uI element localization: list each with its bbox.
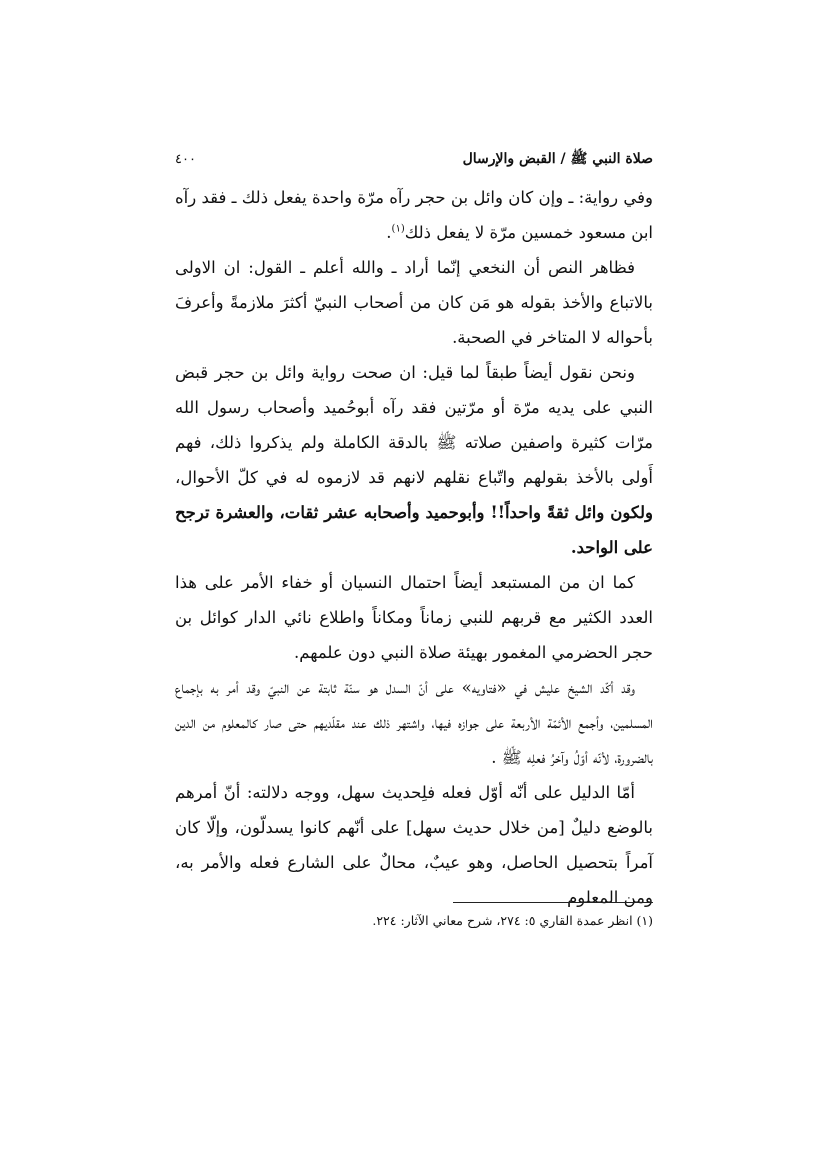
page-number: ٤٠٠ — [175, 152, 196, 167]
paragraph-text: ونحن نقول أيضاً طبقاً لما قيل: ان صحت رواية وائل بن حجر قبض النبي على يديه مرّة أو مرّتين فقد رآه أبوحُميد وأصحاب رسول الله مرّات كثيرة واصفين صلاته ﷺ بالدقة الكاملة ولم يذكروا ذلك، فهم أَولى بالأخذ بقولهم واتّباع نقلهم لانهم قد لازموه له في كلّ الأحوال، — [175, 363, 653, 487]
paragraph-4: كما ان من المستبعد أيضاً احتمال النسيان أو خفاء الأمر على هذا العدد الكثير مع قربهم للنبي زماناً ومكاناً واطلاع نائي الدار كوائل بن حجر الحضرمي المغمور بهيئة صلاة النبي دون علمهم. — [175, 573, 653, 662]
paragraph-5: وقد أكّد الشيخ عليش في «فتاويه» على أنّ السدل هو سنّة ثابتة عن النبيّ وقد أمر به بإجماع المسلمين، وأجمع الأئمّة الأربعة على جوازه فيها، واشتهر ذلك عند مقلّديهم حتى صار كالمعلوم من الدين بالضرورة، لأنّه أوّلُ وآخرُ فعلِه ﷺ . — [175, 678, 653, 767]
footnote-1: (١) انظر عمدة القاري ٥: ٢٧٤، شرح معاني الآثار: ٢٢٤. — [372, 913, 653, 928]
paragraph-bold-text: ولكون وائل ثقةً واحداً!! وأبوحميد وأصحابه عشر ثقات، والعشرة ترجح على الواحد. — [175, 503, 653, 557]
paragraph-punctuation: . — [386, 223, 392, 242]
running-header — [175, 150, 653, 176]
paragraph-2: فظاهر النص أن النخعي إنّما أراد ـ والله أعلم ـ القول: ان الاولى بالاتباع والأخذ بقوله هو مَن كان من أصحاب النبيّ أكثرَ ملازمةً وأعرفَ بأحواله لا المتاخر في الصحبة. — [175, 258, 653, 347]
paragraph-1 — [175, 180, 653, 250]
page-content — [175, 150, 653, 915]
paragraph-text: وفي رواية: ـ وإن كان وائل بن حجر رآه مرّة واحدة يفعل ذلك ـ فقد رآه ابن مسعود خمسين مرّة لا يفعل ذلك — [175, 188, 653, 242]
footnote-area — [175, 902, 653, 931]
body-text — [175, 180, 653, 915]
running-title: صلاة النبي ﷺ / القبض والإرسال — [462, 151, 653, 167]
paragraph-6: أمّا الدليل على أنّه أوّل فعله فلِحديث سهل، ووجه دلالته: أنّ أمرهم بالوضع دليلٌ [من خلال حديث سهل] على أنّهم كانوا يسدلّون، وإلّا كان آمراً بتحصيل الحاصل، وهو عيبٌ، محالٌ على الشارع فعله والأمر به، ومن المعلوم — [175, 783, 653, 907]
paragraph-3 — [175, 355, 653, 565]
footnote-reference[interactable]: (١) — [391, 223, 405, 235]
footnote-separator — [453, 902, 653, 903]
